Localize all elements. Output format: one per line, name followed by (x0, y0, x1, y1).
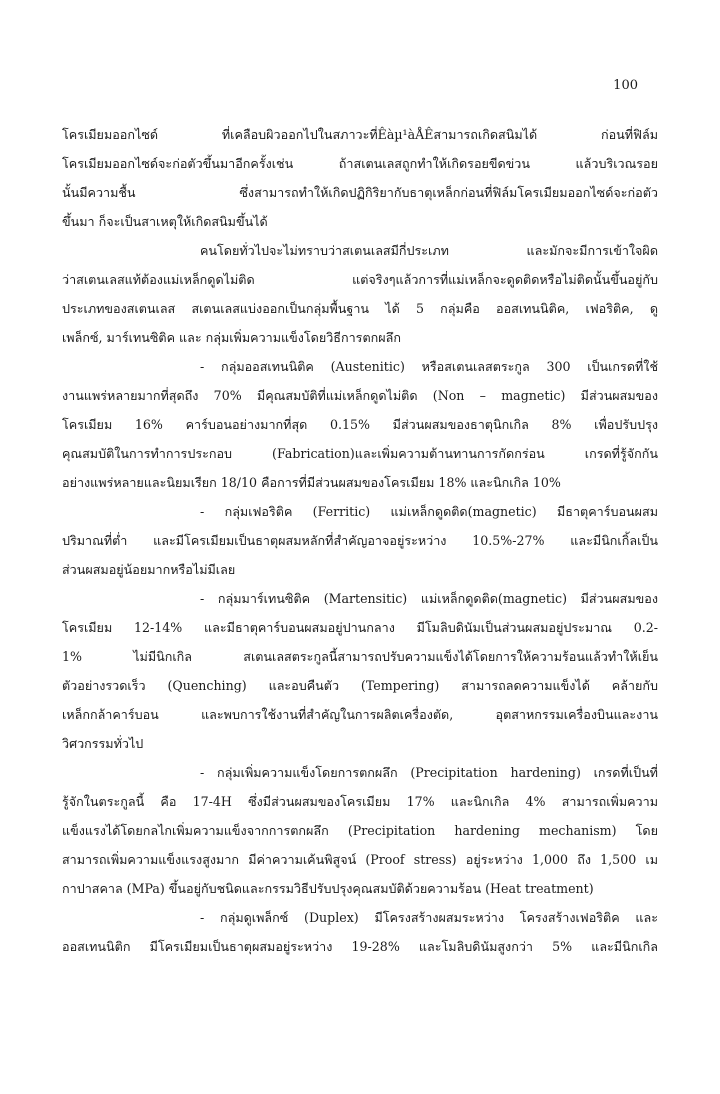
text-line: คุณสมบัติในการทำการประกอบ (Fabrication)และเพิ่มความต้านทานการกัดกร่อน เกรดที่รู้จักกัน (62, 446, 658, 461)
text-line: โครเมียมออกไซด์จะก่อตัวขึ้นมาอีกครั้งเช่น ถ้าสเตนเลสถูกทำให้เกิดรอยขีดข่วน แล้วบริเวณรอย (62, 156, 658, 171)
text-line: วิศวกรรมทั่วไป (62, 736, 144, 751)
text-line: ส่วนผสมอยู่น้อยมากหรือไม่มีเลย (62, 562, 236, 577)
text-line: นั้นมีความชื้น ซึ่งสามารถทำให้เกิดปฏิกิริยากับธาตุเหล็กก่อนที่ฟิล์มโครเมียมออกไซด์จะก่อตัว (62, 185, 658, 200)
text-line: โครเมียม 12-14% และมีธาตุคาร์บอนผสมอยู่ปานกลาง มีโมลิบดินัมเป็นส่วนผสมอยู่ประมาณ 0.2- (62, 620, 658, 635)
text-line: อย่างแพร่หลายและนิยมเรียก 18/10 คือการที่มีส่วนผสมของโครเมียม 18% และนิกเกิล 10% (62, 475, 561, 490)
text-line: - กลุ่มดูเพล็กซ์ (Duplex) มีโครงสร้างผสมระหว่าง โครงสร้างเฟอริติค และ (200, 910, 658, 925)
text-line: - กลุ่มเพิ่มความแข็งโดยการตกผลึก (Precipitation hardening) เกรดที่เป็นที่ (200, 765, 658, 780)
text-line: กาปาสคาล (MPa) ขึ้นอยู่กับชนิดและกรรมวิธีปรับปรุงคุณสมบัติด้วยความร้อน (Heat treatment) (62, 881, 594, 896)
text-line: ตัวอย่างรวดเร็ว (Quenching) และอบคืนตัว (Tempering) สามารถลดความแข็งได้ คล้ายกับ (62, 678, 658, 693)
page-number: 100 (613, 78, 638, 93)
text-line: โครเมียม 16% คาร์บอนอย่างมากที่สุด 0.15% มีส่วนผสมของธาตุนิกเกิล 8% เพื่อปรับปรุง (62, 417, 658, 432)
text-line: - กลุ่มออสเทนนิติค (Austenitic) หรือสเตนเลสตระกูล 300 เป็นเกรดที่ใช้ (200, 359, 658, 374)
text-line: เหล็กกล้าคาร์บอน และพบการใช้งานที่สำคัญในการผลิตเครื่องตัด, อุตสาหกรรมเครื่องบินและงาน (62, 707, 658, 722)
text-line: เพล็กซ์, มาร์เทนซิติค และ กลุ่มเพิ่มความแข็งโดยวิธีการตกผลึก (62, 330, 401, 345)
text-line: ขึ้นมา ก็จะเป็นสาเหตุให้เกิดสนิมขึ้นได้ (62, 214, 268, 229)
text-line: แข็งแรงได้โดยกลไกเพิ่มความแข็งจากการตกผลึก (Precipitation hardening mechanism) โดย (62, 823, 658, 838)
text-line: โครเมียมออกไซด์ ที่เคลือบผิวออกไปในสภาวะที่Êàµ¹àÅÊสามารถเกิดสนิมได้ ก่อนที่ฟิล์ม (62, 127, 658, 142)
text-line: ว่าสเตนเลสแท้ต้องแม่เหล็กดูดไม่ติด แต่จริงๆแล้วการที่แม่เหล็กจะดูดติดหรือไม่ติดนั้นขึ้นอยู่กับ (62, 272, 658, 287)
text-line: รู้จักในตระกูลนี้ คือ 17-4H ซึ่งมีส่วนผสมของโครเมียม 17% และนิกเกิล 4% สามารถเพิ่มความ (62, 794, 658, 809)
text-line: ประเภทของสเตนเลส สเตนเลสแบ่งออกเป็นกลุ่มพื้นฐาน ได้ 5 กลุ่มคือ ออสเทนนิติค, เฟอริติค, ดู (62, 301, 658, 316)
text-line: - กลุ่มมาร์เทนซิติค (Martensitic) แม่เหล็กดูดติด(magnetic) มีส่วนผสมของ (200, 591, 658, 606)
text-line: งานแพร่หลายมากที่สุดถึง 70% มีคุณสมบัติที่แม่เหล็กดูดไม่ติด (Non – magnetic) มีส่วนผสมของ (62, 388, 658, 403)
text-line: สามารถเพิ่มความแข็งแรงสูงมาก มีค่าความเค้นพิสูจน์ (Proof stress) อยู่ระหว่าง 1,000 ถึง 1,500 เม (62, 852, 658, 867)
text-line: ออสเทนนิติก มีโครเมียมเป็นธาตุผสมอยู่ระหว่าง 19-28% และโมลิบดินัมสูงกว่า 5% และมีนิกเกิล (62, 939, 658, 954)
text-line: 1% ไม่มีนิกเกิล สเตนเลสตระกูลนี้สามารถปรับความแข็งได้โดยการให้ความร้อนแล้วทำให้เย็น (62, 649, 658, 664)
text-line: ปริมาณที่ต่ำ และมีโครเมียมเป็นธาตุผสมหลักที่สำคัญอาจอยู่ระหว่าง 10.5%-27% และมีนิกเกิ้ลเป็น (62, 533, 658, 548)
body-text (62, 120, 658, 961)
text-line: - กลุ่มเฟอริติค (Ferritic) แม่เหล็กดูดติด(magnetic) มีธาตุคาร์บอนผสม (200, 504, 658, 519)
text-line: คนโดยทั่วไปจะไม่ทราบว่าสเตนเลสมีกี่ประเภท และมักจะมีการเข้าใจผิด (200, 243, 658, 258)
